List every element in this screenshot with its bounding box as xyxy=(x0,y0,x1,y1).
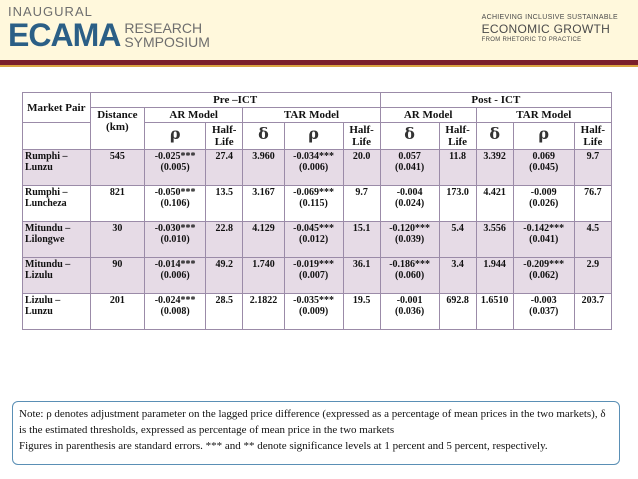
std-error: (0.007) xyxy=(299,270,329,281)
symposium-header xyxy=(0,0,638,60)
tagline-line2: ECONOMIC GROWTH xyxy=(481,22,611,36)
post-ict-header: Post - ICT xyxy=(380,93,611,108)
value: -0.025*** xyxy=(154,151,196,162)
std-error: (0.036) xyxy=(395,306,425,317)
pre-tar-delta-cell: 3.960 xyxy=(243,150,284,186)
note-box xyxy=(12,401,620,465)
pre-tar-hl-cell: 36.1 xyxy=(343,258,380,294)
value: 0.057 xyxy=(398,151,421,162)
pre-tar-rho-cell xyxy=(284,258,343,294)
std-error: (0.026) xyxy=(529,198,559,209)
std-error: (0.062) xyxy=(529,270,559,281)
rho-symbol: ρ xyxy=(538,124,550,143)
value: -0.003 xyxy=(530,295,557,306)
post-tar-rho-cell xyxy=(513,294,574,330)
rho-symbol: ρ xyxy=(169,124,181,143)
table-row xyxy=(23,186,612,222)
note-line-1: Note: ρ denotes adjustment parameter on the lagged price difference (expressed as a percentage of mean prices in the two markets), δ is the estimated thresholds, expressed as percentage of mean price in the two markets xyxy=(19,408,606,436)
value: -0.045*** xyxy=(293,223,335,234)
post-ar-hl-cell: 11.8 xyxy=(439,150,476,186)
post-tar-hl-cell: 76.7 xyxy=(574,186,611,222)
value: 0.069 xyxy=(532,151,555,162)
post-ar-rho-cell xyxy=(380,186,439,222)
value: -0.001 xyxy=(396,295,423,306)
value: -0.024*** xyxy=(154,295,196,306)
post-ar-rho-cell xyxy=(380,294,439,330)
post-tar-rho-cell xyxy=(513,150,574,186)
table-row xyxy=(23,258,612,294)
post-ar-rho-cell xyxy=(380,150,439,186)
pre-tar-rho-cell xyxy=(284,294,343,330)
value: -0.009 xyxy=(530,187,557,198)
delta-symbol: δ xyxy=(404,124,415,143)
value: -0.050*** xyxy=(154,187,196,198)
value: -0.120*** xyxy=(389,223,431,234)
delta-symbol: δ xyxy=(489,124,500,143)
pre-ar-hl-cell: 28.5 xyxy=(206,294,243,330)
std-error: (0.009) xyxy=(299,306,329,317)
std-error: (0.039) xyxy=(395,234,425,245)
post-tar-header: TAR Model xyxy=(476,108,611,123)
std-error: (0.024) xyxy=(395,198,425,209)
post-ar-hl-cell: 3.4 xyxy=(439,258,476,294)
post-tar-hl-cell: 203.7 xyxy=(574,294,611,330)
pair-cell: Rumphi – Lunzu xyxy=(23,150,91,186)
logo-research: RESEARCH xyxy=(124,20,203,36)
table-row xyxy=(23,222,612,258)
pre-tar-delta-cell: 1.740 xyxy=(243,258,284,294)
std-error: (0.006) xyxy=(299,162,329,173)
pre-tar-rho-cell xyxy=(284,222,343,258)
std-error: (0.008) xyxy=(160,306,190,317)
post-tar-rho-cell xyxy=(513,186,574,222)
std-error: (0.115) xyxy=(299,198,328,209)
pre-ar-hl-cell: 49.2 xyxy=(206,258,243,294)
pre-tar-hl-cell: 15.1 xyxy=(343,222,380,258)
pre-ar-rho-cell xyxy=(145,186,206,222)
ecama-logo xyxy=(8,4,210,54)
value: -0.034*** xyxy=(293,151,335,162)
post-ar-rho-cell xyxy=(380,222,439,258)
std-error: (0.106) xyxy=(160,198,190,209)
post-tar-hl-cell: 4.5 xyxy=(574,222,611,258)
rho-symbol: ρ xyxy=(308,124,319,143)
half-life-header: Half-Life xyxy=(574,123,611,150)
value: -0.209*** xyxy=(523,259,565,270)
value: -0.142*** xyxy=(523,223,565,234)
std-error: (0.005) xyxy=(160,162,190,173)
half-life-header: Half-Life xyxy=(439,123,476,150)
post-tar-delta-cell: 3.556 xyxy=(476,222,513,258)
pre-tar-hl-cell: 20.0 xyxy=(343,150,380,186)
half-life-header: Half-Life xyxy=(343,123,380,150)
value: -0.004 xyxy=(396,187,423,198)
pre-tar-hl-cell: 9.7 xyxy=(343,186,380,222)
post-tar-delta-cell: 4.421 xyxy=(476,186,513,222)
tagline xyxy=(482,14,618,43)
pre-ar-rho-cell xyxy=(145,258,206,294)
post-tar-hl-cell: 9.7 xyxy=(574,150,611,186)
pre-ar-hl-cell: 13.5 xyxy=(206,186,243,222)
std-error: (0.010) xyxy=(160,234,190,245)
value: -0.019*** xyxy=(293,259,335,270)
pre-ar-rho-cell xyxy=(145,294,206,330)
value: -0.069*** xyxy=(293,187,335,198)
distance-cell: 30 xyxy=(90,222,145,258)
value: -0.014*** xyxy=(154,259,196,270)
pre-tar-delta-cell: 4.129 xyxy=(243,222,284,258)
pre-tar-rho-cell xyxy=(284,150,343,186)
results-table xyxy=(22,92,612,330)
post-ar-hl-cell: 5.4 xyxy=(439,222,476,258)
std-error: (0.060) xyxy=(395,270,425,281)
std-error: (0.012) xyxy=(299,234,329,245)
pre-ar-rho-cell xyxy=(145,150,206,186)
note-line-2: Figures in parenthesis are standard errors. *** and ** denote significance levels at 1 percent and 5 percent, respectively. xyxy=(19,440,548,452)
post-tar-rho-cell xyxy=(513,222,574,258)
post-tar-rho-cell xyxy=(513,258,574,294)
pre-ar-hl-cell: 22.8 xyxy=(206,222,243,258)
distance-cell: 821 xyxy=(90,186,145,222)
post-ar-hl-cell: 692.8 xyxy=(439,294,476,330)
tagline-line1: ACHIEVING INCLUSIVE SUSTAINABLE xyxy=(481,14,618,21)
table-row xyxy=(23,150,612,186)
logo-inaugural: INAUGURAL xyxy=(8,4,93,19)
pair-cell: Mitundu – Lizulu xyxy=(23,258,91,294)
distance-cell: 545 xyxy=(90,150,145,186)
pre-tar-hl-cell: 19.5 xyxy=(343,294,380,330)
std-error: (0.037) xyxy=(529,306,559,317)
pre-ar-header: AR Model xyxy=(145,108,243,123)
post-tar-delta-cell: 3.392 xyxy=(476,150,513,186)
value: -0.186*** xyxy=(389,259,431,270)
pre-ar-rho-cell xyxy=(145,222,206,258)
pre-tar-rho-cell xyxy=(284,186,343,222)
table-row xyxy=(23,294,612,330)
pre-ict-header: Pre –ICT xyxy=(90,93,380,108)
pre-tar-delta-cell: 3.167 xyxy=(243,186,284,222)
logo-ecama: ECAMA xyxy=(8,17,121,53)
pair-cell: Lizulu – Lunzu xyxy=(23,294,91,330)
distance-cell: 201 xyxy=(90,294,145,330)
value: -0.030*** xyxy=(154,223,196,234)
blank-cell xyxy=(23,123,91,150)
pre-ar-hl-cell: 27.4 xyxy=(206,150,243,186)
market-pair-header: Market Pair xyxy=(23,93,91,123)
std-error: (0.041) xyxy=(395,162,425,173)
post-tar-hl-cell: 2.9 xyxy=(574,258,611,294)
post-tar-delta-cell: 1.944 xyxy=(476,258,513,294)
pair-cell: Mitundu – Lilongwe xyxy=(23,222,91,258)
header-divider-accent xyxy=(0,65,638,67)
std-error: (0.041) xyxy=(529,234,559,245)
delta-symbol: δ xyxy=(258,124,269,143)
post-tar-delta-cell: 1.6510 xyxy=(476,294,513,330)
pre-tar-delta-cell: 2.1822 xyxy=(243,294,284,330)
half-life-header: Half-Life xyxy=(206,123,243,150)
logo-symposium: SYMPOSIUM xyxy=(124,34,210,50)
std-error: (0.045) xyxy=(529,162,559,173)
post-ar-header: AR Model xyxy=(380,108,476,123)
pre-tar-header: TAR Model xyxy=(243,108,380,123)
distance-cell: 90 xyxy=(90,258,145,294)
std-error: (0.006) xyxy=(160,270,190,281)
pair-cell: Rumphi – Luncheza xyxy=(23,186,91,222)
post-ar-hl-cell: 173.0 xyxy=(439,186,476,222)
tagline-line3: FROM RHETORIC TO PRACTICE xyxy=(481,37,582,43)
distance-header: Distance (km) xyxy=(90,108,145,150)
value: -0.035*** xyxy=(293,295,335,306)
post-ar-rho-cell xyxy=(380,258,439,294)
